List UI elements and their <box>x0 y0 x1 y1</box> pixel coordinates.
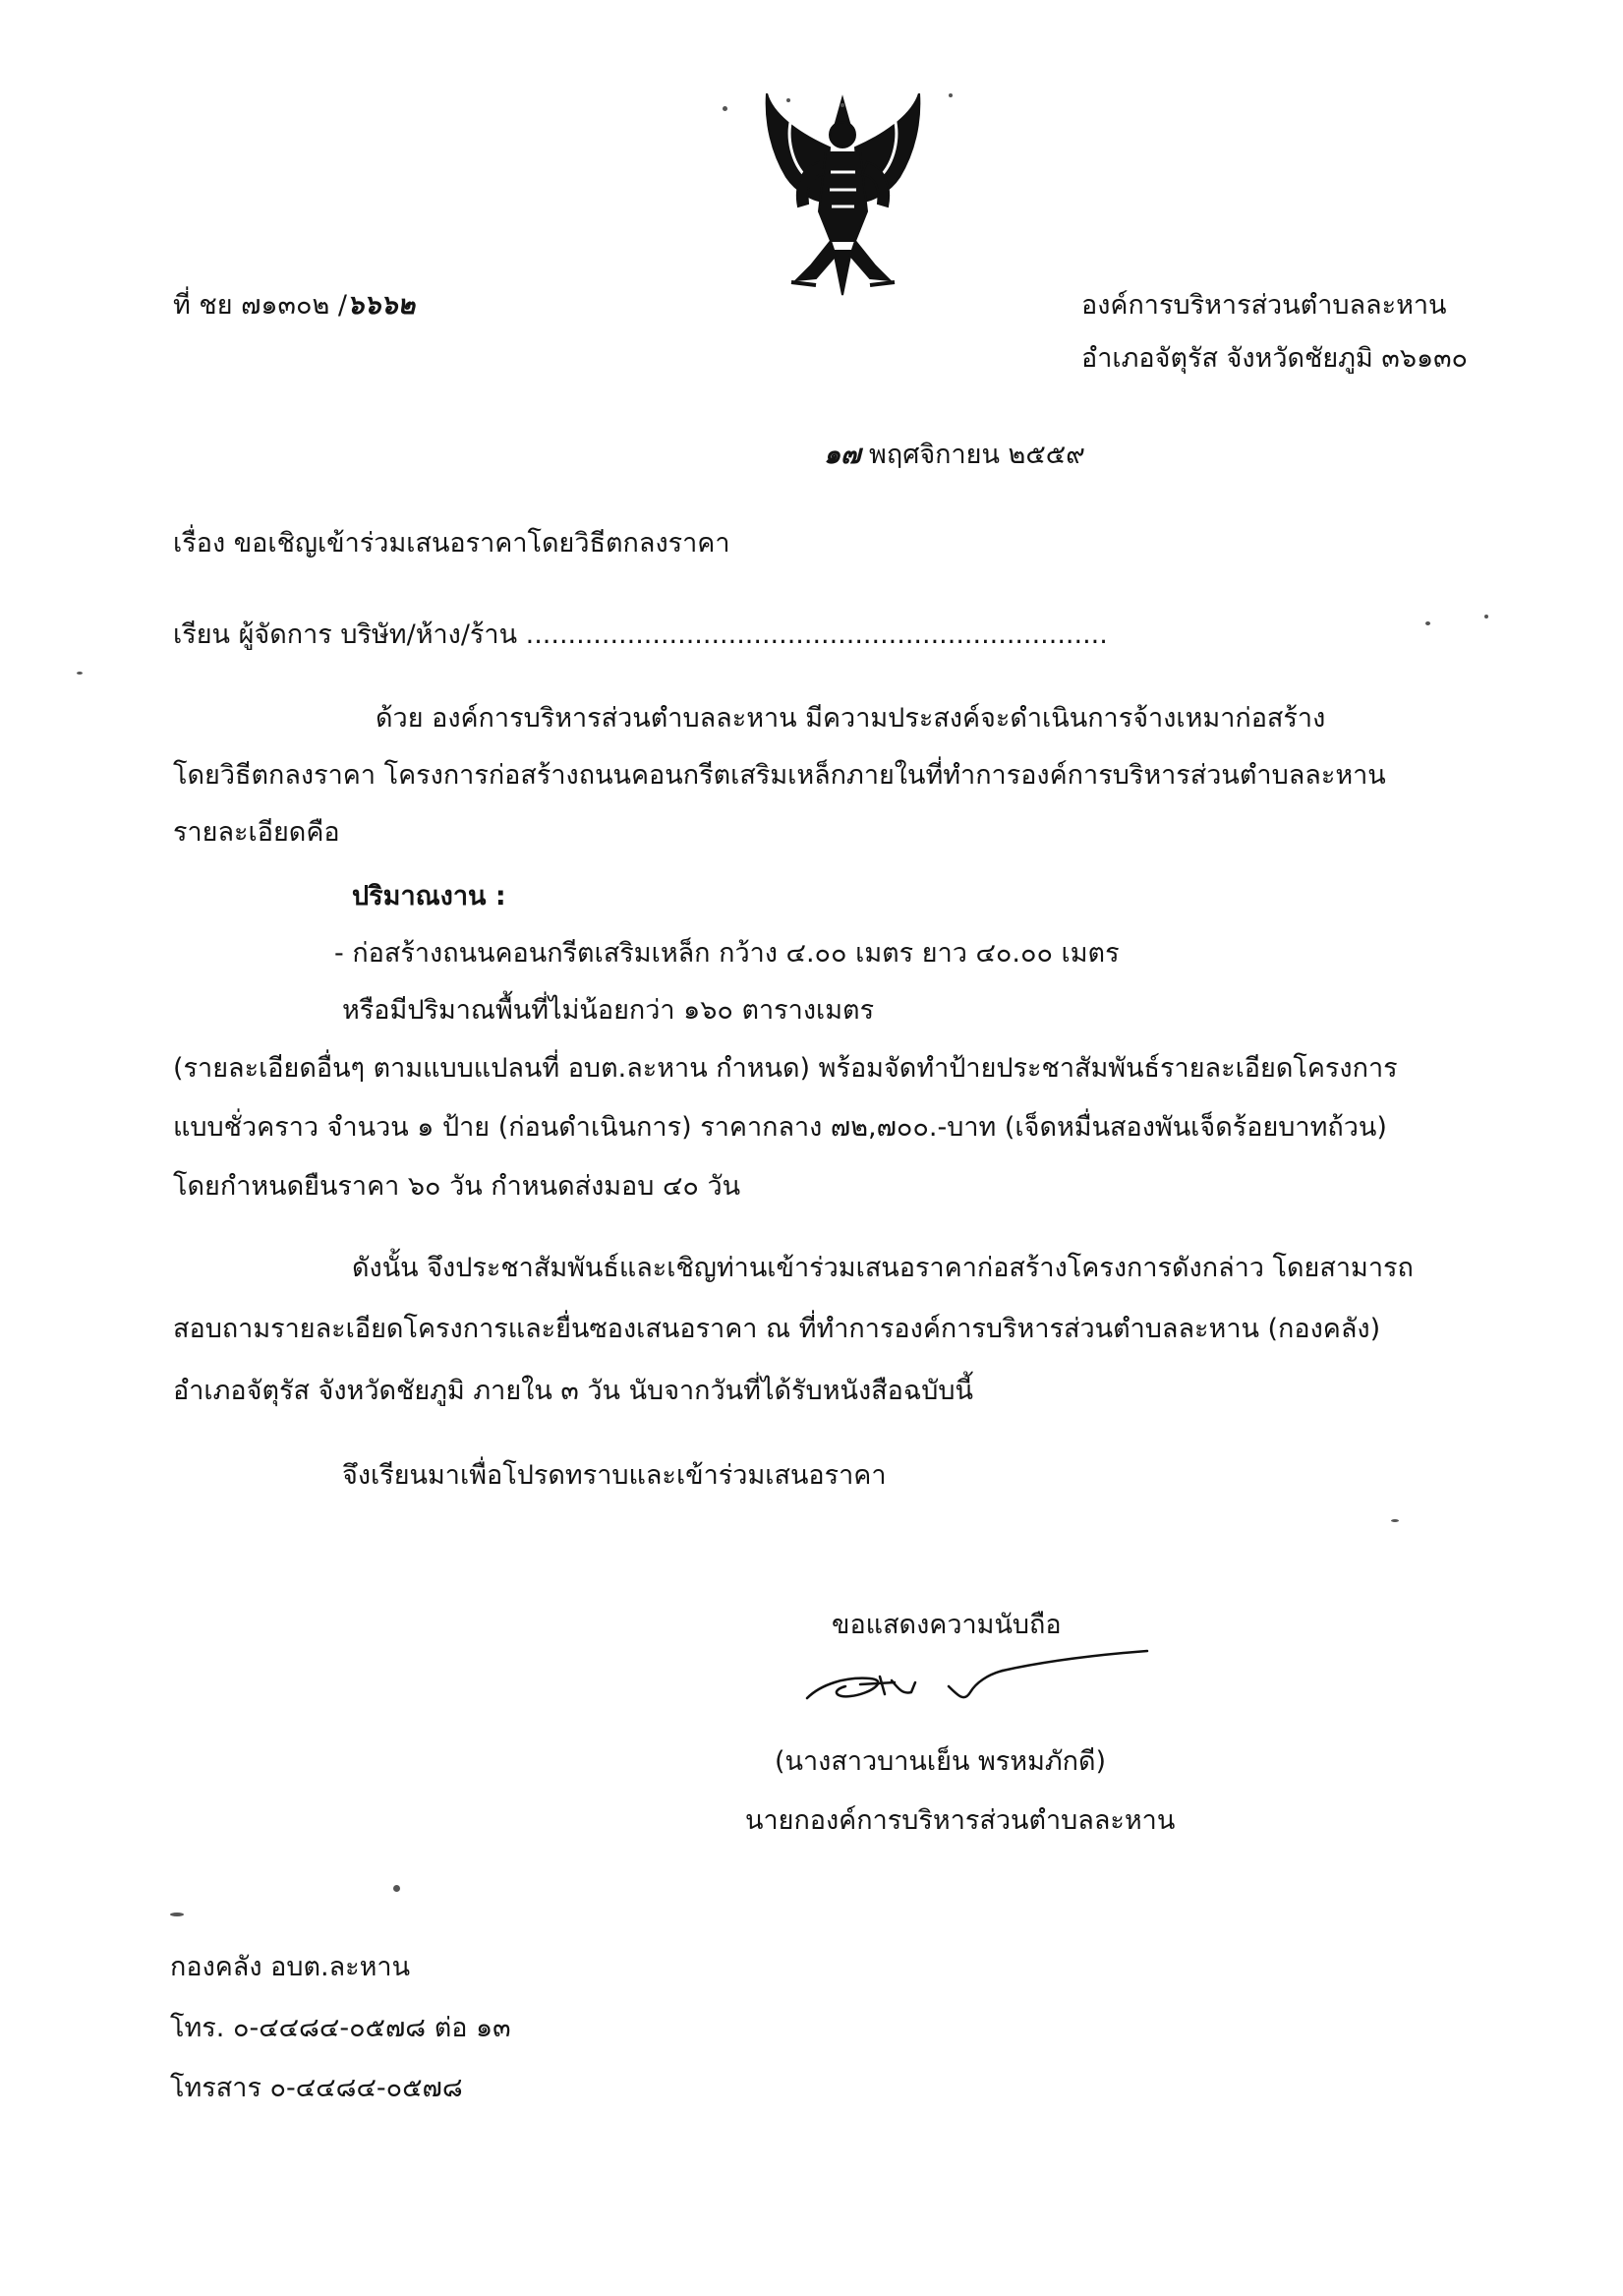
subject-line: เรื่อง ขอเชิญเข้าร่วมเสนอราคาโดยวิธีตกลงราคา <box>173 528 730 559</box>
footer-department: กองคลัง อบต.ละหาน <box>170 1952 411 1982</box>
footer-phone: โทร. ๐-๔๔๘๔-๐๕๗๘ ต่อ ๑๓ <box>170 2013 511 2043</box>
closing-request: จึงเรียนมาเพื่อโปรดทราบและเข้าร่วมเสนอราคา <box>342 1460 887 1491</box>
scan-speck <box>1425 621 1430 625</box>
quantity-area: หรือมีปริมาณพื้นที่ไม่น้อยกว่า ๑๖๐ ตารางเมตร <box>342 995 875 1026</box>
date-month-year: พฤศจิกายน ๒๕๕๙ <box>869 440 1085 470</box>
body-paragraph-2-line-1: ดังนั้น จึงประชาสัมพันธ์และเชิญท่านเข้าร่วมเสนอราคาก่อสร้างโครงการดังกล่าว โดยสามารถ <box>352 1253 1414 1283</box>
details-line-3: โดยกำหนดยืนราคา ๖๐ วัน กำหนดส่งมอบ ๔๐ วัน <box>173 1171 741 1202</box>
date-day-handwritten: ๑๗ <box>824 440 861 470</box>
recipient-line: เรียน ผู้จัดการ บริษัท/ห้าง/ร้าน ..................................................................... <box>173 619 1108 650</box>
letter-date <box>824 438 1085 473</box>
body-paragraph-1-line-2: โดยวิธีตกลงราคา โครงการก่อสร้างถนนคอนกรีตเสริมเหล็กภายในที่ทำการองค์การบริหารส่วนตำบลละหาน <box>173 760 1386 791</box>
scan-speck <box>170 1913 184 1916</box>
scan-speck <box>1484 615 1488 618</box>
document-number-handwritten: ๖๖๖๒ <box>346 290 416 321</box>
garuda-emblem-icon <box>757 93 929 300</box>
signer-name: (นางสาวบานเย็น พรหมภักดี) <box>775 1746 1107 1777</box>
scan-speck <box>393 1885 400 1892</box>
handwritten-signature <box>801 1647 1155 1716</box>
body-paragraph-2-line-3: อำเภอจัตุรัส จังหวัดชัยภูมิ ภายใน ๓ วัน นับจากวันที่ได้รับหนังสือฉบับนี้ <box>173 1376 973 1406</box>
scan-speck <box>1391 1519 1399 1522</box>
details-line-2: แบบชั่วคราว จำนวน ๑ ป้าย (ก่อนดำเนินการ) ราคากลาง ๗๒,๗๐๐.-บาท (เจ็ดหมื่นสองพันเจ็ดร้อยบาทถ้วน) <box>173 1112 1387 1143</box>
scan-speck <box>786 98 790 102</box>
signer-title: นายกองค์การบริหารส่วนตำบลละหาน <box>745 1805 1176 1836</box>
organization-address: อำเภอจัตุรัส จังหวัดชัยภูมิ ๓๖๑๓๐ <box>1081 343 1469 374</box>
document-number <box>173 288 415 324</box>
quantity-heading: ปริมาณงาน : <box>352 881 506 912</box>
body-paragraph-1-line-3: รายละเอียดคือ <box>173 817 340 848</box>
body-paragraph-2-line-2: สอบถามรายละเอียดโครงการและยื่นซองเสนอราคา ณ ที่ทำการองค์การบริหารส่วนตำบลละหาน (กองคลัง) <box>173 1314 1381 1344</box>
document-number-prefix: ที่ ชย ๗๑๓๐๒ / <box>173 290 347 321</box>
details-line-1: (รายละเอียดอื่นๆ ตามแบบแปลนที่ อบต.ละหาน กำหนด) พร้อมจัดทำป้ายประชาสัมพันธ์รายละเอียดโครงการ <box>173 1053 1398 1084</box>
body-paragraph-1-line-1: ด้วย องค์การบริหารส่วนตำบลละหาน มีความประสงค์จะดำเนินการจ้างเหมาก่อสร้าง <box>376 703 1326 734</box>
scan-speck <box>77 672 83 675</box>
organization-name: องค์การบริหารส่วนตำบลละหาน <box>1081 290 1447 321</box>
quantity-item: - ก่อสร้างถนนคอนกรีตเสริมเหล็ก กว้าง ๔.๐๐ เมตร ยาว ๔๐.๐๐ เมตร <box>334 938 1120 969</box>
complimentary-close: ขอแสดงความนับถือ <box>832 1610 1062 1640</box>
scan-speck <box>840 103 844 107</box>
scan-speck <box>949 93 953 97</box>
scan-speck <box>723 106 727 111</box>
footer-fax: โทรสาร ๐-๔๔๘๔-๐๕๗๘ <box>170 2073 463 2103</box>
